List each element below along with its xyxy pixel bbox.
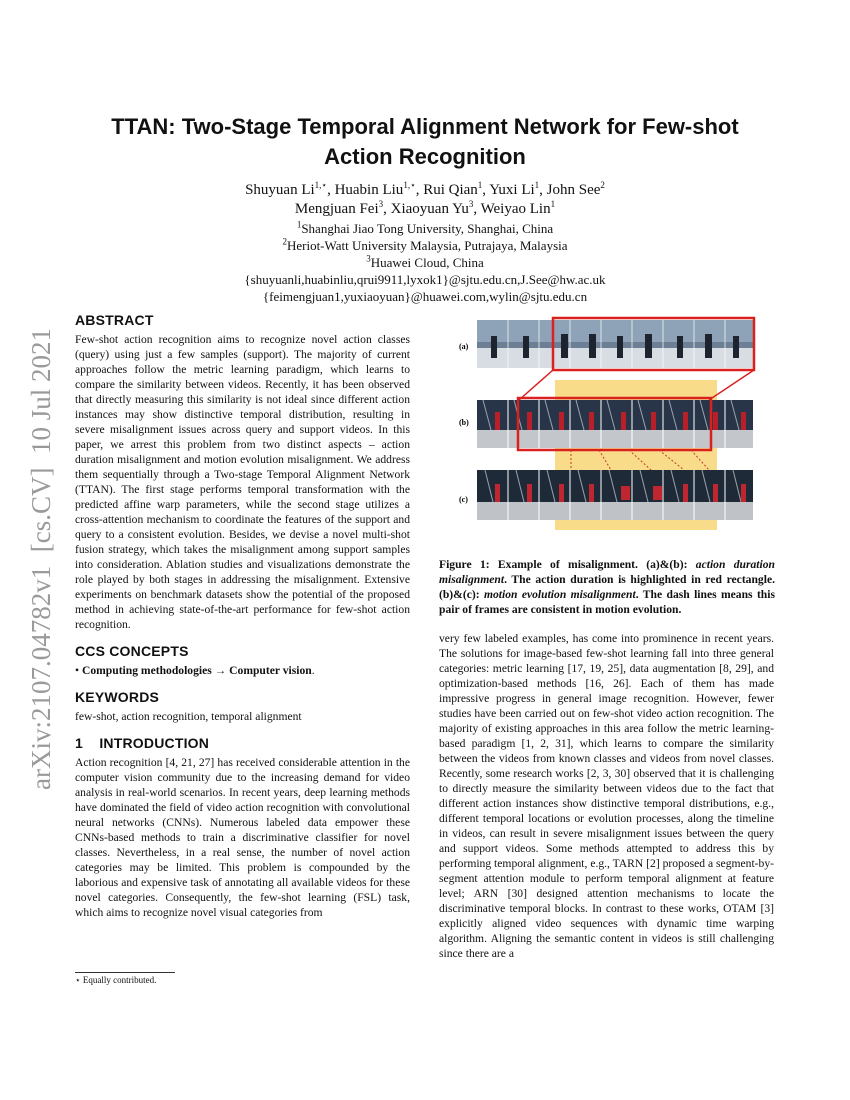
frame-strip-a (477, 318, 754, 370)
affiliation (75, 254, 775, 271)
arxiv-id: arXiv:2107.04782v1 [cs.CV] 10 Jul 2021 (26, 328, 56, 790)
figure-1 (439, 312, 775, 552)
caption-italic-2: motion evolution misalignment (483, 588, 636, 601)
affil-text: Heriot-Watt University Malaysia, Putrajaya, Malaysia (286, 238, 568, 253)
caption-italic-1: action duration misalignment (439, 558, 775, 586)
ccs-end: . (311, 664, 315, 677)
keywords-text: few-shot, action recognition, temporal alignment (75, 710, 302, 723)
caption-end: . The dash lines means this pair of frames are consistent in motion evolution. (439, 588, 775, 616)
row-label-b: (b) (459, 418, 469, 427)
affil-text: Huawei Cloud, China (370, 255, 484, 270)
author-sup: 3 (468, 199, 474, 209)
affil-text: Shanghai Jiao Tong University, Shanghai, China (301, 221, 554, 236)
author: Shuyuan Li (245, 182, 315, 198)
connector-left (519, 370, 553, 400)
affiliation (75, 237, 775, 254)
author-sup: 2 (600, 180, 605, 190)
ccs-concept (75, 663, 410, 678)
footnote: ⋆ Equally contributed. (75, 975, 157, 985)
email-line-1[interactable]: {shuyuanli,huabinliu,qrui9911,lyxok1}@sjtu.edu.cn,J.See@hw.ac.uk (244, 272, 606, 287)
intro-text: Action recognition [4, 21, 27] has received considerable attention in the computer vision community due to the increasing demand for video analysis in real-world scenarios. In recent years, deep learning methods have dominated the field of video action recognition with convolutional neural networks (CNNs). Numerous labeled data empower these CNNs-based methods to train a discriminative classifier for novel classes. Nevertheless, in a real sense, the number of novel action categories may be limited. This problem is compounded by the laborious and expensive task of annotating all available videos for these novel categories. Consequently, the few-shot learning (FSL) task, which aims to recognize novel visual categories from (75, 756, 410, 919)
frame-strip-c (477, 470, 753, 520)
arxiv-stamp-svg (6, 300, 66, 800)
authors-line-1: Shuyuan $Li^{1,⋆}$, Huabin Liu$^{1,⋆}$, Rui Qian$^1$, Yuxi Li$^1$, John See$^2$ (245, 180, 605, 198)
title-line-1: TTAN: Two-Stage Temporal Alignment Network for Few-shot (111, 114, 739, 139)
author-sup: 1 (550, 199, 556, 209)
ccs-heading: CCS CONCEPTS (75, 643, 189, 659)
author: Mengjuan Fei (294, 201, 379, 217)
frame-strip-b (477, 398, 753, 450)
right-column-text: very few labeled examples, has come into prominence in recent years. The solutions for image-based few-shot learning fall into three general categories: metric learning [17, 19, 25], data augmentation [8, 29], and optimization-based methods [16, 26]. Each of them has made impressive progress in general image recognition. However, fewer studies have been carried out on few-shot video action recognition. The majority of existing approaches in this area follow the metric learning-based paradigm [1, 2, 31], which learns to compare the similarity between the videos from known classes and videos from novel classes. Recently, some research works [2, 3, 30] observed that it is challenging to directly measure the similarity between videos due to the fact that different action instances show distinctive temporal distributions, e.g., different temporal locations or evolution processes, along the timeline in videos, can result in severe misalignment issues between the query and support videos. Some methods attempted to address this by performing temporal alignment, e.g., TARN [2] proposed a segment-by-segment attention module to perform temporal alignment at feature level; ARN [30] designed attention mechanisms to locate the discriminative temporal blocks. In contrast to these works, OTAM [3] explicitly aligned video sequences with dynamic time warping algorithm. Aligning the semantic content in videos is still challenging since there are a (439, 632, 774, 960)
row-label-a: (a) (459, 342, 469, 351)
row-label-c: (c) (459, 495, 468, 504)
author: John See (546, 182, 601, 198)
title-line-2: Action Recognition (324, 144, 526, 169)
author-sup: 1 (477, 180, 483, 190)
author: Xiaoyuan Yu (390, 201, 469, 217)
arxiv-stamp (6, 300, 66, 800)
left-column (75, 313, 410, 920)
author: Weiyao Lin (480, 201, 551, 217)
figure-caption (439, 557, 775, 617)
abstract-text: Few-shot action recognition aims to recognize novel action classes (query) using just a few samples (support). The majority of current approaches follow the metric learning paradigm, which learns to compare the similarity between videos. Recently, it has been observed that directly measuring this similarity is not ideal since different action instances may show distinctive temporal distribution, resulting in severe misalignment issues across query and support videos. In this paper, we arrest this problem from two distinct aspects – action duration misalignment and motion evolution misalignment. We address them sequentially through a Two-stage Temporal Alignment Network (TTAN). The first stage performs temporal transformation with the predicted affine warp parameters, while the second stage utilizes a cross-attention mechanism to coordinate the features of the support and query to a consistent evolution. Besides, we devise a novel multi-shot fusion strategy, which takes the misalignment among support samples into consideration. Ablation studies and visualizations demonstrate the role played by both stages in addressing the misalignment. Extensive experiments on benchmark datasets show the potential of the proposed method in achieving state-of-the-art performance for few-shot action recognition. (75, 333, 410, 631)
author-sup: 1,⋆ (314, 180, 328, 190)
author-sup: 3 (378, 199, 384, 209)
keywords-heading: KEYWORDS (75, 689, 160, 705)
author-list (75, 181, 775, 219)
paper-title (75, 112, 775, 172)
affiliation (75, 220, 775, 237)
affil-sup: 1 (296, 219, 302, 230)
author-sup: 1,⋆ (403, 180, 416, 190)
affiliations (75, 220, 775, 305)
author: Yuxi Li (489, 182, 535, 198)
author: Rui Qian (423, 182, 478, 198)
right-column (439, 631, 774, 961)
figure-1-svg (439, 312, 775, 552)
author-sup: 1 (534, 180, 540, 190)
caption-label: Figure 1: Example of misalignment. (a)&(b): (439, 558, 696, 571)
email-line-2[interactable]: {feimengjuan1,yuxiaoyuan}@huawei.com,wylin@sjtu.edu.cn (262, 289, 588, 304)
authors-line-2: Mengjuan Fei$^3$, Xiaoyuan Yu$^3$, Weiyao Lin$^1$ (294, 199, 556, 217)
affil-sup: 3 (366, 253, 371, 264)
caption-mid: . The action duration is highlighted in red rectangle. (b)&(c): (439, 573, 775, 601)
affil-sup: 2 (282, 236, 287, 247)
ccs-concept-text: Computing methodologies → Computer vision (81, 664, 312, 677)
ccs-bullet: • (75, 664, 80, 677)
footnote-rule (75, 972, 175, 973)
author: Huabin Liu (334, 182, 404, 198)
abstract-heading: ABSTRACT (75, 312, 154, 328)
intro-heading: 1 INTRODUCTION (75, 735, 210, 751)
